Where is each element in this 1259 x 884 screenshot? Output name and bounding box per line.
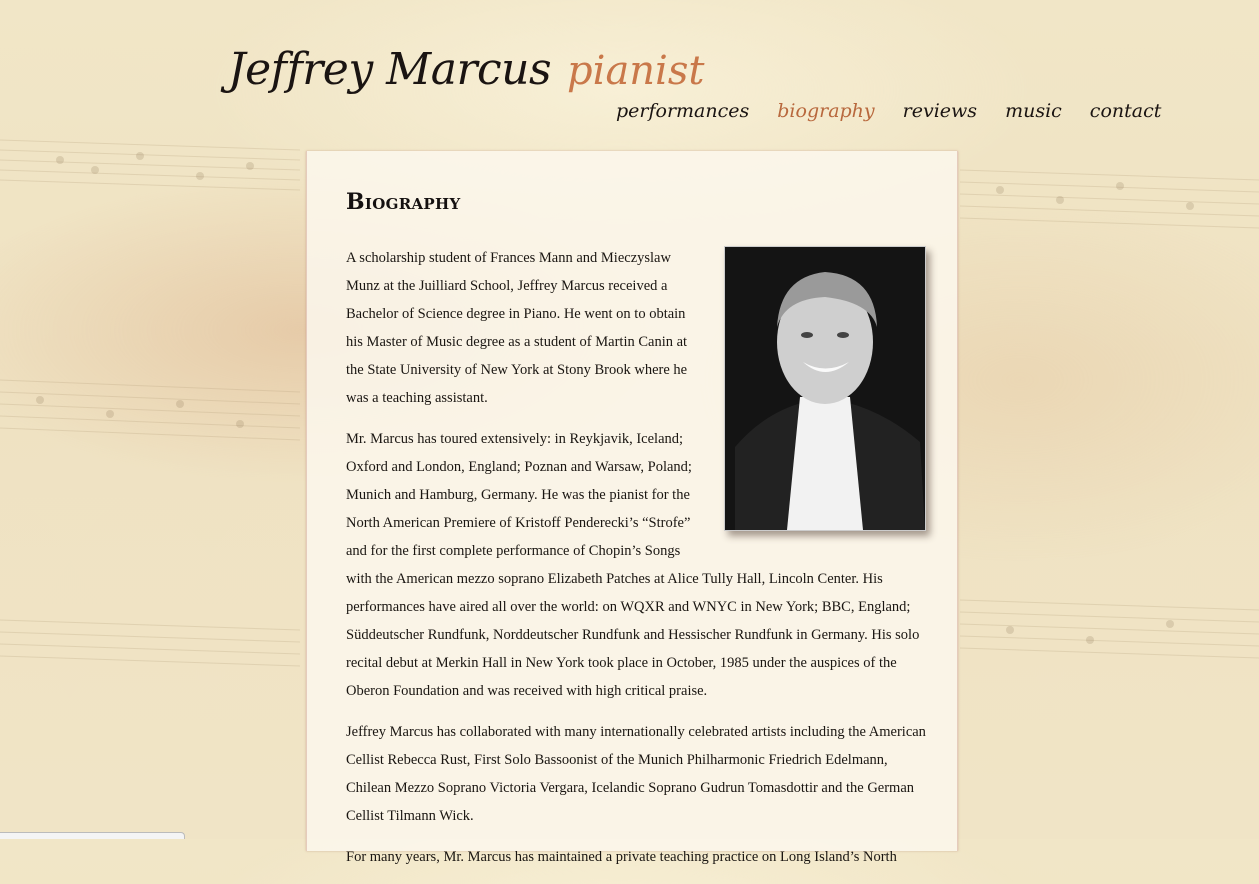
main-nav: [616, 100, 1189, 122]
paragraph: For many years, Mr. Marcus has maintained a private teaching practice on Long Island’s North: [346, 849, 897, 865]
portrait-photo: [724, 246, 926, 531]
paragraph: Mr. Marcus has toured extensively: in Reykjavik, Iceland; Oxford and London, England; Poznan and Warsaw, Poland; Munich and Hamburg, Germany. He was the pianist for the North American Premiere of Kristoff Penderecki’s “Strofe” and for the first complete performance of Chopin’s Songs with the American mezzo soprano Elizabeth Patches at Alice Tully Hall, Lincoln Center. His performances have aired all over the world: on WQXR and WNYC in New York; BBC, England; Süddeutscher Rundfunk, Norddeutscher Rundfunk and Hessischer Rundfunk in Germany. His solo recital debut at Merkin Hall in New York took place in October, 1985 under the auspices of the Oberon Foundation and was received with high critical praise.: [346, 431, 920, 699]
logo-name: Jeffrey Marcus: [228, 44, 552, 95]
logo-role: pianist: [567, 48, 705, 94]
paragraph: A scholarship student of Frances Mann and Mieczyslaw Munz at the Juilliard School, Jeffrey Marcus received a Bachelor of Science degree in Piano. He went on to obtain his Master of Music degree as a student of Martin Canin at the State University of New York at Stony Brook where he was a teaching assistant.: [346, 250, 688, 406]
nav-item-performances[interactable]: performances: [616, 100, 750, 122]
nav-item-music[interactable]: music: [1005, 100, 1062, 122]
paragraph: Jeffrey Marcus has collaborated with many internationally celebrated artists including the American Cellist Rebecca Rust, First Solo Bassoonist of the Munich Philharmonic Friedrich Edelmann, Chilean Mezzo Soprano Victoria Vergara, Icelandic Soprano Gudrun Tomasdottir and the German Cellist Tilmann Wick.: [346, 724, 926, 824]
nav-item-biography[interactable]: biography: [777, 100, 875, 122]
nav-item-reviews[interactable]: reviews: [902, 100, 978, 122]
biography-text: [346, 244, 926, 884]
page-title: Biography: [346, 189, 461, 215]
portrait-image: [725, 247, 925, 530]
nav-item-contact[interactable]: contact: [1089, 100, 1162, 122]
browser-status-bar: [0, 832, 185, 839]
content-panel: [306, 151, 958, 865]
